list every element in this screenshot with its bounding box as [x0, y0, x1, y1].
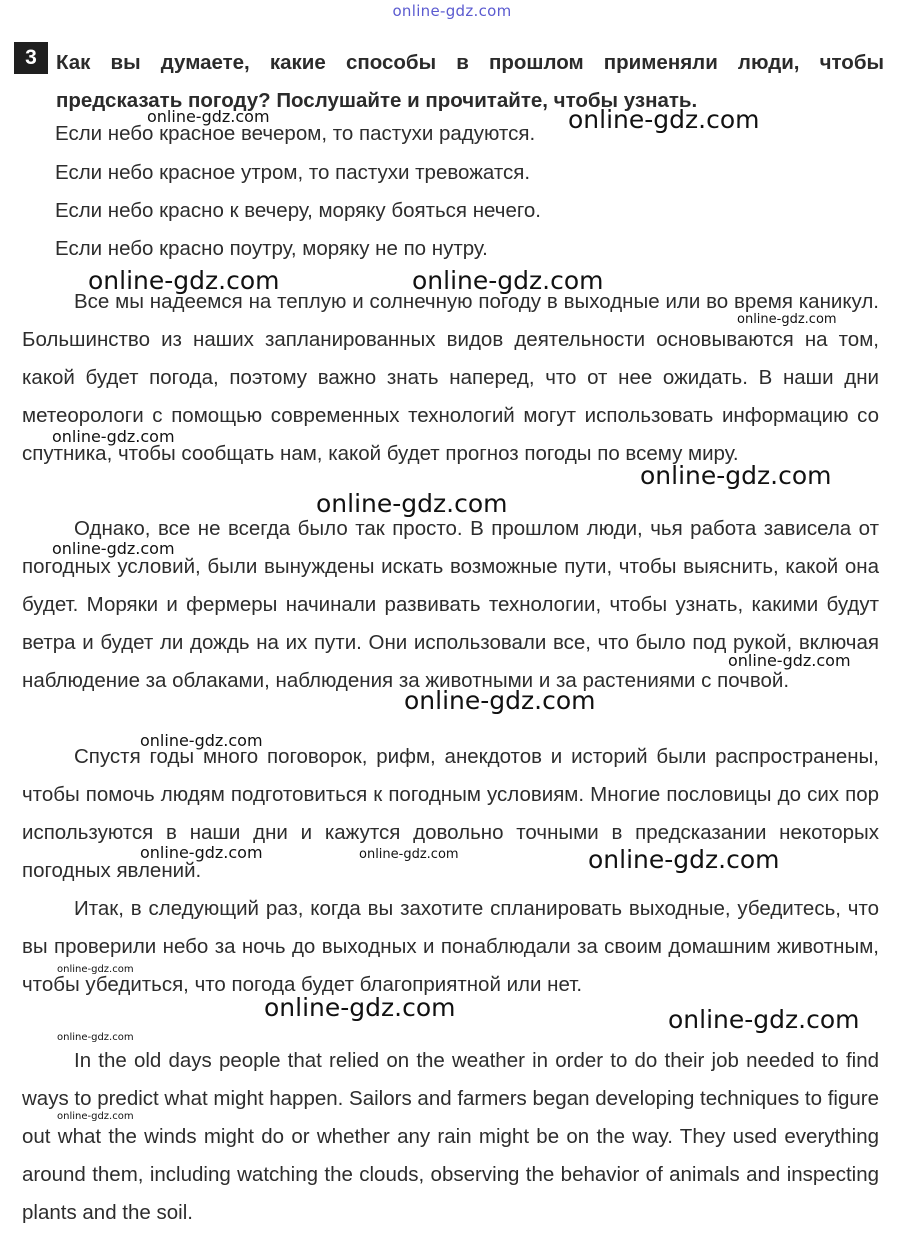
saying-4: Если небо красно поутру, моряку не по нутру.	[55, 237, 488, 260]
watermark: online-gdz.com	[404, 686, 596, 715]
watermark: online-gdz.com	[359, 847, 459, 862]
watermark: online-gdz.com	[640, 461, 832, 490]
watermark: online-gdz.com	[88, 266, 280, 295]
watermark: online-gdz.com	[57, 964, 134, 975]
watermark: online-gdz.com	[728, 651, 851, 670]
task-number-badge: 3	[14, 42, 48, 74]
english-paragraph: In the old days people that relied on the weather in order to do their job needed to find ways to predict what might happen. Sailors and farmers began developing techniques to figure out what the winds might do or whether any rain might be on the way. They used everything around them, including watching the clouds, observing the behavior of animals and inspecting plants and the soil.	[22, 1049, 879, 1224]
watermark: online-gdz.com	[668, 1005, 860, 1034]
watermark: online-gdz.com	[57, 1111, 134, 1122]
watermark: online-gdz.com	[412, 266, 604, 295]
watermark: online-gdz.com	[264, 993, 456, 1022]
watermark: online-gdz.com	[52, 539, 175, 558]
watermark: online-gdz.com	[737, 312, 837, 327]
watermark: online-gdz.com	[57, 1032, 134, 1043]
paragraph-4: Итак, в следующий раз, когда вы захотите спланировать выходные, убедитесь, что вы проверили небо за ночь до выходных и понаблюдали за своим домашним животным, чтобы убедиться, что погода будет благоприятной или нет.	[22, 897, 879, 996]
task-question: Как вы думаете, какие способы в прошлом применяли люди, чтобы предсказать погоду? Послушайте и прочитайте, чтобы узнать.	[56, 51, 884, 112]
saying-1: Если небо красное вечером, то пастухи радуются.	[55, 122, 536, 145]
saying-3: Если небо красно к вечеру, моряку бояться нечего.	[55, 199, 541, 222]
paragraph-2: Однако, все не всегда было так просто. В прошлом люди, чья работа зависела от погодных условий, были вынуждены искать возможные пути, чтобы выяснить, какой она будет. Моряки и фермеры начинали развивать технологии, чтобы узнать, какими будут ветра и будет ли дождь на их пути. Они использовали все, что было под рукой, включая наблюдение за облаками, наблюдения за животными и за растениями с почвой.	[22, 517, 879, 692]
watermark: online-gdz.com	[568, 105, 760, 134]
watermark: online-gdz.com	[140, 843, 263, 862]
watermark: online-gdz.com	[52, 427, 175, 446]
header-watermark: online-gdz.com	[392, 2, 512, 20]
watermark: online-gdz.com	[140, 731, 263, 750]
watermark: online-gdz.com	[147, 107, 270, 126]
paragraph-1: Все мы надеемся на теплую и солнечную погоду в выходные или во время каникул. Большинство из наших запланированных видов деятельности основываются на том, какой будет погода, поэтому важно знать наперед, что от нее ожидать. В наши дни метеорологи с помощью современных технологий могут использовать информацию со спутника, чтобы сообщать нам, какой будет прогноз погоды по всему миру.	[22, 290, 879, 465]
saying-2: Если небо красное утром, то пастухи тревожатся.	[55, 161, 531, 184]
watermark: online-gdz.com	[588, 845, 780, 874]
paragraph-3: Спустя годы много поговорок, рифм, анекдотов и историй были распространены, чтобы помочь людям подготовиться к погодным условиям. Многие пословицы до сих пор используются в наши дни и кажутся довольно точными в предсказании некоторых погодных явлений.	[22, 745, 879, 882]
watermark: online-gdz.com	[316, 489, 508, 518]
